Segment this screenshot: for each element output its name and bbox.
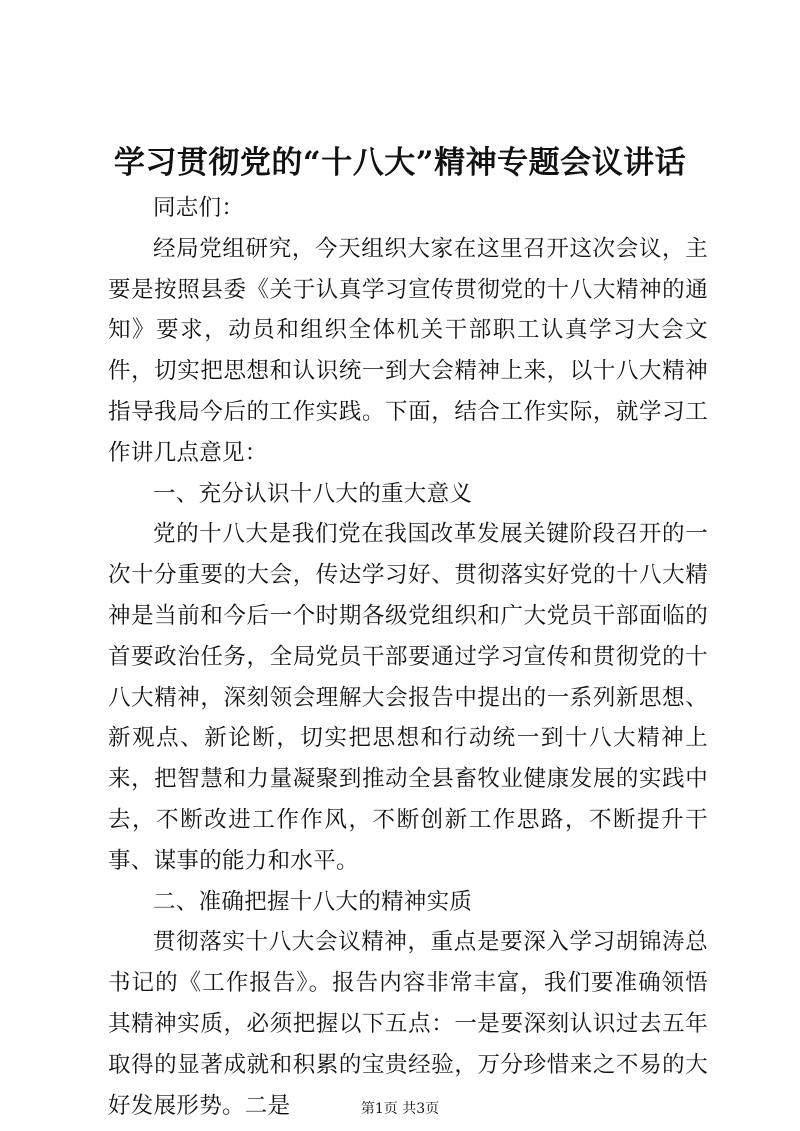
document-title: 学习贯彻党的“十八大”精神专题会议讲话 (113, 145, 687, 181)
salutation: 同志们： (153, 195, 245, 221)
section-heading-1: 一、充分认识十八大的重大意义 (153, 480, 473, 507)
document-body (108, 188, 708, 1126)
intro-paragraph: 经局党组研究，今天组织大家在这里召开这次会议，主要是按照县委《关于认真学习宣传贯彻党的十八大精神的通知》要求，动员和组织全体机关干部职工认真学习大会文件，切实把思想和认识统一到大会精神上来，以十八大精神指导我局今后的工作实践。下面，结合工作实际，就学习工作讲几点意见： (108, 235, 708, 466)
page-number-footer: 第1页 共3页 (360, 1101, 440, 1117)
section-1-paragraph: 党的十八大是我们党在我国改革发展关键阶段召开的一次十分重要的大会，传达学习好、贯彻落实好党的十八大精神是当前和今后一个时期各级党组织和广大党员干部面临的首要政治任务，全局党员干部要通过学习宣传和贯彻党的十八大精神，深刻领会理解大会报告中提出的一系列新思想、新观点、新论断，切实把思想和行动统一到十八大精神上来，把智慧和力量凝聚到推动全县畜牧业健康发展的实践中去，不断改进工作作风，不断创新工作思路，不断提升干事、谋事的能力和水平。 (108, 521, 708, 874)
section-2-paragraph: 贯彻落实十八大会议精神，重点是要深入学习胡锦涛总书记的《工作报告》。报告内容非常丰富，我们要准确领悟其精神实质，必须把握以下五点：一是要深刻认识过去五年取得的显著成就和积累的宝贵经验，万分珍惜来之不易的大好发展形势。二是 (108, 929, 708, 1119)
section-heading-2: 二、准确把握十八大的精神实质 (153, 888, 473, 915)
